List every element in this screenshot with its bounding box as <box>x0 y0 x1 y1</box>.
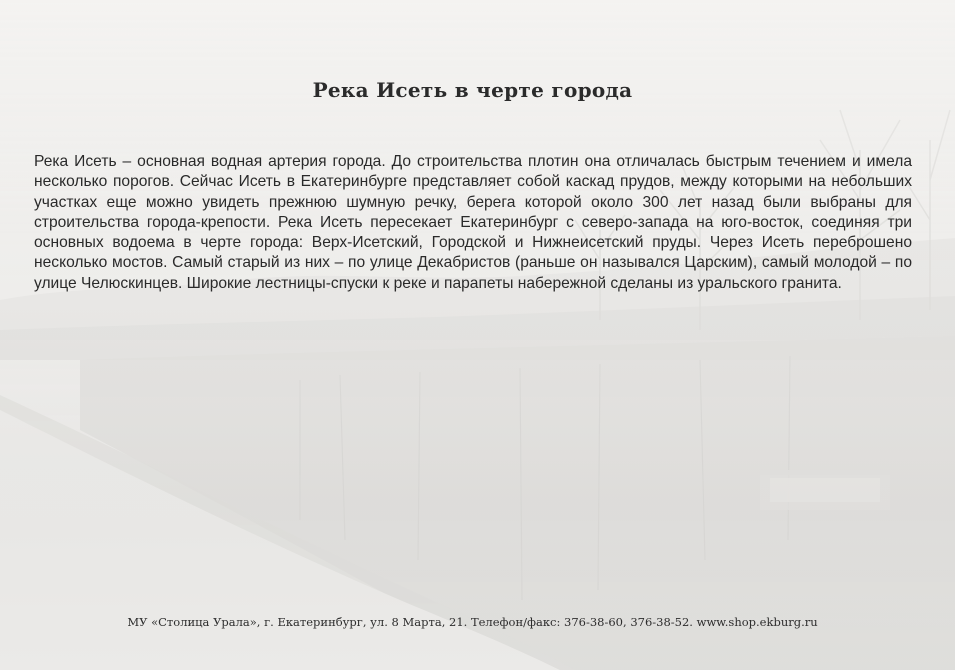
body-paragraph: Река Исеть – основная водная артерия города. До строительства плотин она отличалась быстрым течением и имела несколько порогов. Сейчас Исеть в Екатеринбурге представляет собой каскад прудов, между которыми на небольших участках еще можно увидеть прежнюю шумную речку, берега которой около 300 лет назад были выбраны для строительства города-крепости. Река Исеть пересекает Екатеринбург с северо-запада на юго-восток, соединяя три основных водоема в черте города: Верх-Исетский, Городской и Нижнеисетский пруды. Через Исеть переброшено несколько мостов. Самый старый из них – по улице Декабристов (раньше он назывался Царским), самый молодой – по улице Челюскинцев. Широкие лестницы-спуски к реке и парапеты набережной сделаны из уральского гранита. <box>34 153 912 292</box>
footer-contacts: МУ «Столица Урала», г. Екатеринбург, ул. 8 Марта, 21. Телефон/факс: 376-38-60, 376-38-52. www.shop.ekburg.ru <box>127 615 818 629</box>
page-title: Река Исеть в черте города <box>312 78 633 102</box>
